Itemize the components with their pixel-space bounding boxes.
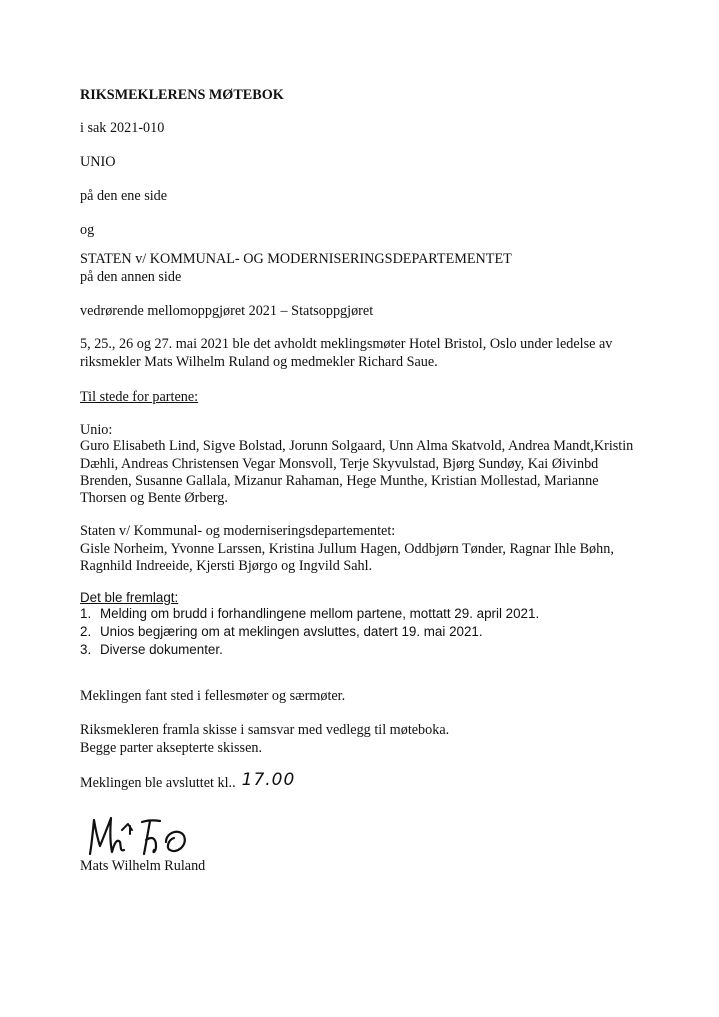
case-number: i sak 2021-010 (80, 120, 165, 136)
submitted-item (80, 640, 223, 659)
handwritten-time: 17.00 (241, 770, 296, 790)
ended-line (80, 770, 296, 793)
party-two: STATEN v/ KOMMUNAL- OG MODERNISERINGSDEPARTEMENTET (80, 251, 512, 267)
unio-label: Unio: (80, 422, 113, 438)
intro-line: riksmekler Mats Wilhelm Ruland og medmekler Richard Saue. (80, 354, 438, 370)
state-members-line: Gisle Norheim, Yvonne Larssen, Kristina Jullum Hagen, Oddbjørn Tønder, Ragnar Ihle Bøhn, (80, 541, 614, 557)
unio-members-line: Brenden, Susanne Gallala, Mizanur Rahaman, Hege Munthe, Kristian Mollestad, Marianne (80, 473, 599, 489)
present-heading: Til stede for partene: (80, 389, 199, 405)
unio-members-line: Guro Elisabeth Lind, Sigve Bolstad, Jorunn Solgaard, Unn Alma Skatvold, Andrea Mandt,Kristin (80, 438, 634, 454)
ended-label: Meklingen ble avsluttet kl.. (80, 775, 236, 791)
proposal-line: Riksmekleren framla skisse i samsvar med vedlegg til møteboka. (80, 722, 450, 738)
list-text: Melding om brudd i forhandlingene mellom partene, mottatt 29. april 2021. (100, 606, 540, 621)
submitted-heading: Det ble fremlagt: (80, 590, 179, 605)
unio-members-line: Dæhli, Andreas Christensen Vegar Monsvoll, Terje Skyvulstad, Bjørg Sundøy, Kai Øivinbd (80, 456, 599, 472)
state-members-line: Ragnhild Indreeide, Kjersti Bjørgo og Ingvild Sahl. (80, 558, 373, 574)
list-text: Diverse dokumenter. (100, 642, 223, 657)
party-one-side: på den ene side (80, 188, 168, 204)
submitted-item (80, 622, 483, 641)
unio-members-line: Thorsen og Bente Ørberg. (80, 490, 228, 506)
conjunction: og (80, 222, 95, 238)
subject-line: vedrørende mellomoppgjøret 2021 – Statsoppgjøret (80, 303, 374, 319)
list-text: Unios begjæring om at meklingen avsluttes, datert 19. mai 2021. (100, 624, 483, 639)
submitted-item (80, 604, 539, 623)
accepted-line: Begge parter aksepterte skissen. (80, 740, 263, 756)
list-number: 2. (80, 624, 92, 639)
signatory-name: Mats Wilhelm Ruland (80, 858, 206, 874)
list-number: 3. (80, 642, 92, 657)
intro-line: 5, 25., 26 og 27. mai 2021 ble det avholdt meklingsmøter Hotel Bristol, Oslo under ledelse av (80, 336, 613, 352)
list-number: 1. (80, 606, 92, 621)
meetings-line: Meklingen fant sted i fellesmøter og særmøter. (80, 688, 346, 704)
document-title: RIKSMEKLERENS MØTEBOK (80, 87, 284, 103)
party-one: UNIO (80, 154, 116, 170)
state-label: Staten v/ Kommunal- og moderniseringsdepartementet: (80, 523, 396, 539)
party-two-side: på den annen side (80, 269, 182, 285)
signature-image (84, 814, 224, 860)
